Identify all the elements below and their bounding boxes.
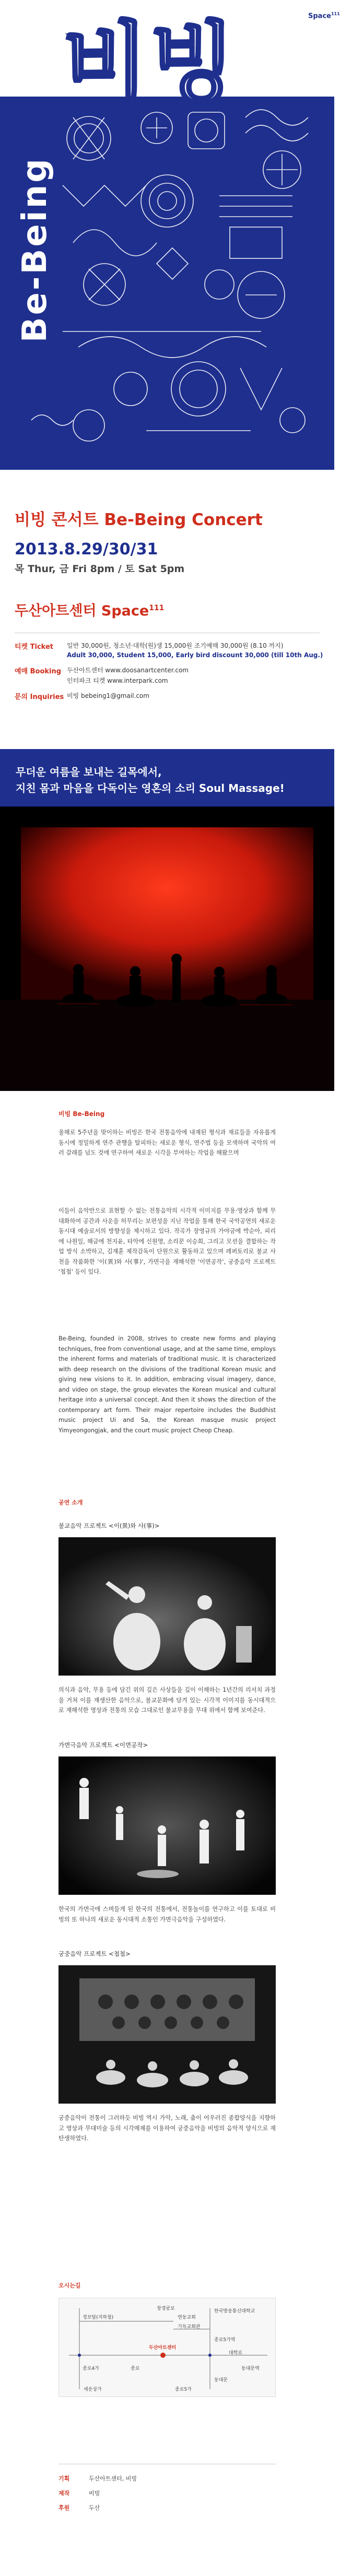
space111-logo bbox=[308, 11, 340, 20]
venue-sup: 111 bbox=[149, 604, 165, 612]
map-label-13: 대학로 bbox=[229, 2351, 243, 2356]
map-label-6: 동대문역 bbox=[241, 2366, 260, 2371]
ticket-label: 티켓 Ticket bbox=[15, 643, 53, 651]
footer-value-sponsor: 두산 bbox=[89, 2504, 100, 2511]
map-label-5: 종로5가역 bbox=[214, 2337, 236, 2343]
show1-description: 의식과 음악, 무용 등에 담긴 위의 깊은 사상들을 깊이 이해하는 1년간의 리서치 과정을 거쳐 이를 재생산한 음악으로, 불교문화에 담겨 있는 시각적 이미지를 동시대적으로 재해석한 영상과 전통의 모습 그대로인 불교무용을 무대 위에서 함께 보여준다. bbox=[58, 1687, 276, 1714]
show3-title: 궁중음악 프로젝트 <첩첩> bbox=[58, 1950, 131, 1957]
hero-title: 비빙 bbox=[63, 13, 237, 116]
show1-photo bbox=[58, 1537, 276, 1676]
about-korean-1: 올해로 5주년을 맞이하는 비빙은 한국 전통음악에 내재된 형식과 재료들을 자유롭게 동시에 정밀하게 연주 관행을 탈피하는 새로운 형식, 연주법 등을 모색하며 국악의 여러 갈래를 넘도 것에 연구하여 새로운 시각을 부여하는 작업을 해왔으며 bbox=[58, 1129, 276, 1156]
venue-text: 두산아트센터 Space bbox=[15, 603, 149, 619]
map-label-7: 종로4가 bbox=[83, 2366, 99, 2371]
show2-photo bbox=[58, 1756, 276, 1895]
ticket-korean: 일반 30,000원, 청소년·대학(원)생 15,000원 조기예매 30,000원 (8.10 까지) bbox=[67, 642, 284, 649]
show2-title: 가면극음악 프로젝트 <이면공작> bbox=[58, 1741, 148, 1749]
about-heading: 비빙 Be-Being bbox=[58, 1110, 105, 1118]
space-logo-text: Space bbox=[308, 12, 331, 20]
inquiry-email[interactable]: 비빙 bebeing1@gmail.com bbox=[67, 692, 149, 699]
map-label-10: 한국방송통신대학교 bbox=[214, 2309, 255, 2314]
booking-interpark-link[interactable]: 인터파크 티켓 www.interpark.com bbox=[67, 677, 168, 684]
about-english: Be-Being, founded in 2008, strives to create new forms and playing techniques, free from conventional usage, and at the same time, employs the inherent forms and materials of traditional music. It is characterized with deep research on the divisions of the traditional Korean music and giving new visions to it. In addition, embracing visual imagery, dance, and video on stage, the group elevates the Korean musical and cultural heritage into a universal concept. And then it shows the direction of the contemporary art form. Their major repertoire includes the Buddhist music project Ui and Sa, the Korean masque music project Yimyeongongjak, and the court music project Cheop Cheap. bbox=[58, 1335, 276, 1434]
map-label-1: 정보탑(지하철) bbox=[83, 2315, 114, 2320]
about-korean-2: 이들이 음악만으로 표현할 수 없는 전통음악의 시각적 이미지를 무용·영상과 함께 무대화하여 공간과 사운을 허무리는 보편성을 지닌 작업을 통해 한국 국악공연의 새로운 동시대 예술로서의 방향성을 제시하고 있다. 작곡가 장영규의 가야금에 박순아, 피리에 나원일, 해금에 천지윤, 타악에 신원영, 소리꾼 이승희, 그리고 모션을 결합하는 작업 방식 소박하고, 김재훈 제작감독이 단원으로 활동하고 있으며 레퍼토리로 불교 사천을 작품화한 '이(異)와 사(事)', 가면극을 재해석한 '이면공작', 궁중음악 프로젝트 '첩첩' 등이 있다. bbox=[58, 1207, 276, 1275]
stage-photo-illustration bbox=[0, 806, 334, 1091]
concert-venue bbox=[15, 599, 164, 620]
footer-label-sponsor: 후원 bbox=[58, 2504, 70, 2511]
stage-photo bbox=[0, 806, 334, 1091]
footer-label-production: 제작 bbox=[58, 2490, 70, 2497]
show2-description: 한국의 가면극에 스며들게 된 한국의 전통에서, 전통놀이를 연구하고 이를 토대로 비빙의 또 하나의 새로운 동시대적 소통인 가면극음악을 구성하였다. bbox=[58, 1906, 276, 1923]
tagline-line-2: 지친 몸과 마음을 다독이는 영혼의 소리 Soul Massage! bbox=[16, 782, 285, 794]
concert-dates: 2013.8.29/30/31 bbox=[15, 540, 158, 559]
map-heading: 오시는길 bbox=[58, 2282, 81, 2289]
footer-value-production: 비빙 bbox=[89, 2490, 100, 2497]
hero-vertical-title: Be-Being bbox=[16, 157, 54, 343]
shows-heading: 공연 소개 bbox=[58, 1499, 83, 1506]
show1-title: 불교음악 프로젝트 <이(異)와 사(事)> bbox=[58, 1522, 160, 1529]
hero-poster bbox=[0, 0, 340, 470]
booking-doosan-link[interactable]: 두산아트센터 www.doosanartcenter.com bbox=[67, 667, 189, 674]
show2-photo-illustration bbox=[58, 1756, 276, 1895]
map-label-9: 종로 bbox=[131, 2366, 140, 2371]
show1-photo-illustration bbox=[58, 1537, 276, 1676]
inquiry-label: 문의 Inquiries bbox=[15, 693, 64, 701]
show3-photo-illustration bbox=[58, 1965, 276, 2104]
concert-times: 목 Thur, 금 Fri 8pm / 토 Sat 5pm bbox=[15, 563, 185, 575]
map-label-4: 두산아트센터 bbox=[149, 2345, 177, 2351]
footer-value-planning: 두산아트센터, 비빙 bbox=[89, 2475, 137, 2482]
map-label-12: 종로5가 bbox=[175, 2387, 192, 2392]
map-label-3: 기독교회관 bbox=[178, 2324, 201, 2330]
footer-label-planning: 기획 bbox=[58, 2475, 70, 2482]
booking-label: 예매 Booking bbox=[15, 668, 62, 675]
show3-description: 궁중음악이 전통이 그러하듯 비빙 역시 가악, 노래, 춤이 어우러진 종합양식을 지향하고 영상과 무대미술 등의 시각매체를 이용하여 궁중음악을 비빙의 음악적 양식으로 재탄생하였다. bbox=[58, 2115, 276, 2142]
ticket-english: Adult 30,000, Student 15,000, Early bird discount 30,000 (till 10th Aug.) bbox=[67, 651, 323, 659]
map-label-11: 세운상가 bbox=[84, 2387, 102, 2392]
show3-photo bbox=[58, 1965, 276, 2104]
map-label-8: 동대문 bbox=[214, 2378, 228, 2383]
space-logo-sup: 111 bbox=[331, 11, 340, 16]
concert-title: 비빙 콘서트 Be-Being Concert bbox=[15, 511, 263, 529]
tagline-line-1: 무더운 여름을 보내는 길목에서, bbox=[16, 766, 162, 778]
map-label-14: 창경궁로 bbox=[157, 2306, 175, 2311]
map-label-2: 연동교회 bbox=[178, 2315, 196, 2320]
